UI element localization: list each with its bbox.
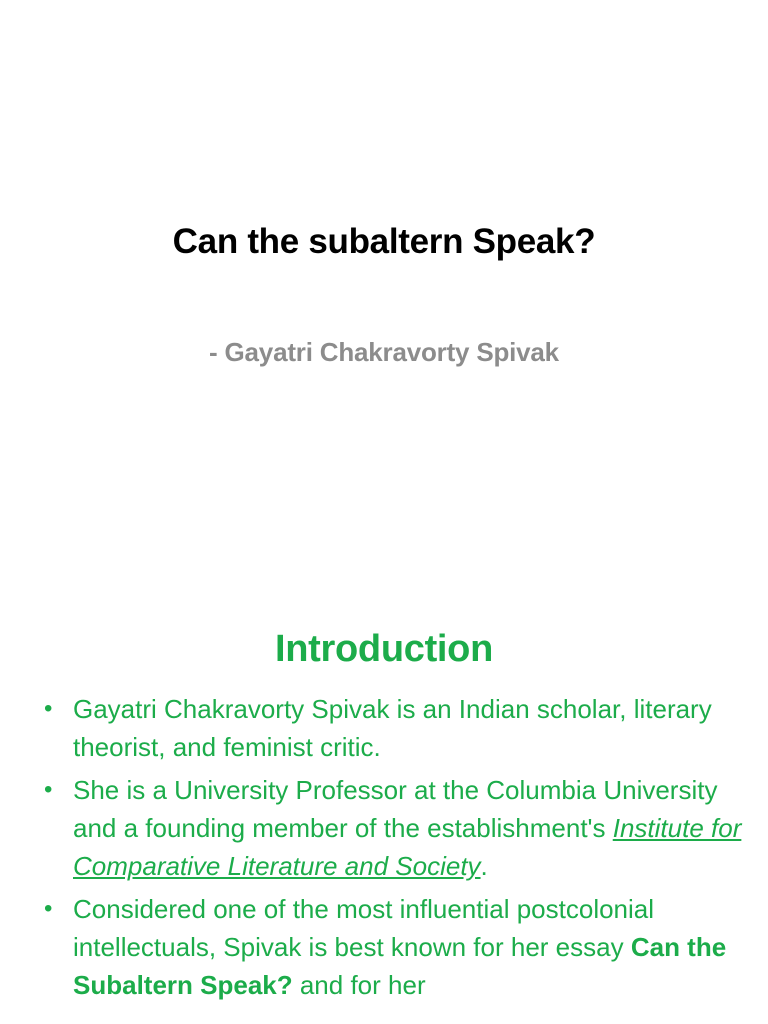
bullet-item	[44, 690, 744, 766]
bullet-text-end: and for her	[292, 970, 426, 1000]
bullet-icon: •	[44, 895, 53, 922]
institute-link[interactable]: Institute for Comparative Literature and Society	[73, 813, 742, 881]
bullet-text-end: .	[480, 851, 488, 881]
slide-title: Can the subaltern Speak?	[172, 222, 596, 261]
introduction-slide	[0, 576, 768, 1024]
slide-subtitle: - Gayatri Chakravorty Spivak	[209, 337, 559, 367]
bullet-list	[44, 690, 744, 1009]
bullet-item	[44, 771, 744, 885]
bullet-text: She is a University Professor at the Columbia University and a founding member of the establishment's	[73, 775, 718, 843]
bullet-icon: •	[44, 776, 53, 803]
introduction-heading: Introduction	[274, 628, 494, 670]
bullet-item	[44, 890, 744, 1004]
bullet-text: Gayatri Chakravorty Spivak is an Indian scholar, literary theorist, and feminist critic.	[73, 694, 712, 762]
essay-title: Can the Subaltern Speak?	[73, 932, 727, 1000]
bullet-text: Considered one of the most influential postcolonial intellectuals, Spivak is best known for her essay	[73, 894, 655, 962]
bullet-icon: •	[44, 695, 53, 722]
